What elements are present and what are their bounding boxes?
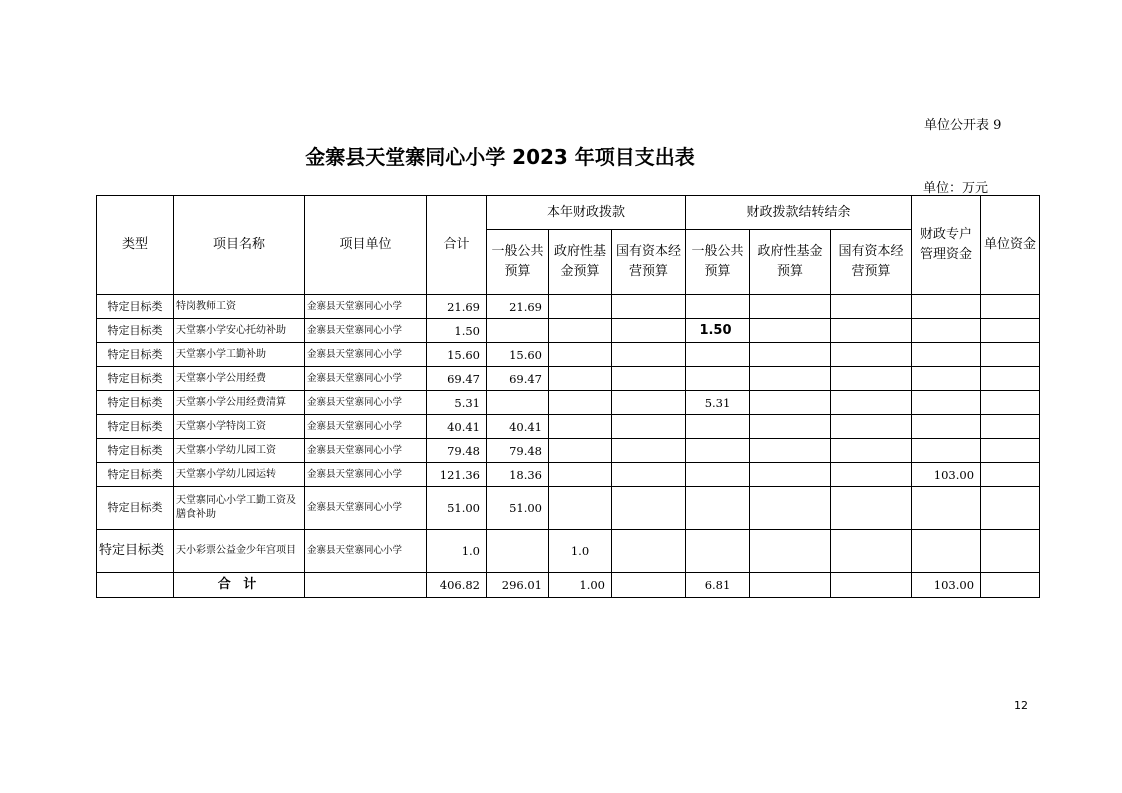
cell-special	[912, 530, 981, 573]
cell-project-org: 金寨县天堂寨同心小学	[305, 415, 427, 439]
header-group-current-year: 本年财政拨款	[487, 196, 686, 230]
total-row	[97, 573, 1040, 598]
cell-project-name: 天堂寨小学公用经费清算	[174, 391, 305, 415]
cell-car-capital	[831, 319, 912, 343]
cell-cur-capital	[612, 319, 686, 343]
cell-blank	[97, 573, 174, 598]
cell-car-general: 5.31	[686, 391, 750, 415]
cell-car-capital	[831, 295, 912, 319]
page-number: 12	[1014, 699, 1028, 712]
table-row	[97, 295, 1040, 319]
cell-car-capital	[831, 343, 912, 367]
total-car-capital	[831, 573, 912, 598]
cell-cur-general: 40.41	[487, 415, 549, 439]
cell-project-name: 天堂寨同心小学工勤工资及膳食补助	[174, 487, 305, 530]
cell-cur-capital	[612, 295, 686, 319]
cell-cur-capital	[612, 487, 686, 530]
cell-total: 21.69	[427, 295, 487, 319]
cell-cur-capital	[612, 415, 686, 439]
table-row	[97, 463, 1040, 487]
cell-cur-general: 18.36	[487, 463, 549, 487]
cell-unit-funds	[981, 391, 1040, 415]
cell-project-name: 天堂寨小学安心托幼补助	[174, 319, 305, 343]
cell-cur-fund	[549, 439, 612, 463]
cell-project-name: 天堂寨小学特岗工资	[174, 415, 305, 439]
cell-car-capital	[831, 415, 912, 439]
cell-project-org: 金寨县天堂寨同心小学	[305, 343, 427, 367]
table-row	[97, 530, 1040, 573]
cell-project-name: 天小彩票公益金少年宫项目	[174, 530, 305, 573]
cell-type: 特定目标类	[97, 295, 174, 319]
header-car-general: 一般公共预算	[686, 230, 750, 295]
cell-project-org: 金寨县天堂寨同心小学	[305, 463, 427, 487]
cell-cur-general: 51.00	[487, 487, 549, 530]
cell-car-capital	[831, 463, 912, 487]
cell-car-fund	[750, 415, 831, 439]
page-title: 金寨县天堂寨同心小学 2023 年项目支出表	[305, 145, 695, 169]
cell-project-org: 金寨县天堂寨同心小学	[305, 530, 427, 573]
cell-total: 51.00	[427, 487, 487, 530]
cell-cur-fund	[549, 391, 612, 415]
cell-special	[912, 319, 981, 343]
cell-type: 特定目标类	[97, 463, 174, 487]
cell-car-fund	[750, 487, 831, 530]
cell-type: 特定目标类	[97, 367, 174, 391]
cell-project-org: 金寨县天堂寨同心小学	[305, 367, 427, 391]
cell-unit-funds	[981, 367, 1040, 391]
cell-total: 69.47	[427, 367, 487, 391]
total-cur-capital	[612, 573, 686, 598]
cell-type: 特定目标类	[97, 487, 174, 530]
cell-unit-funds	[981, 343, 1040, 367]
table-row	[97, 391, 1040, 415]
cell-unit-funds	[981, 415, 1040, 439]
unit-label: 单位：万元	[923, 181, 989, 196]
header-car-fund: 政府性基金预算	[750, 230, 831, 295]
header-car-capital: 国有资本经营预算	[831, 230, 912, 295]
cell-car-fund	[750, 463, 831, 487]
cell-project-org: 金寨县天堂寨同心小学	[305, 295, 427, 319]
cell-project-name: 天堂寨小学公用经费	[174, 367, 305, 391]
cell-car-general	[686, 530, 750, 573]
cell-unit-funds	[981, 295, 1040, 319]
table-row	[97, 415, 1040, 439]
total-unit-funds	[981, 573, 1040, 598]
cell-cur-fund	[549, 343, 612, 367]
cell-car-general	[686, 415, 750, 439]
table-row	[97, 319, 1040, 343]
total-sum: 406.82	[427, 573, 487, 598]
cell-special	[912, 295, 981, 319]
cell-total: 79.48	[427, 439, 487, 463]
cell-car-fund	[750, 391, 831, 415]
cell-total: 5.31	[427, 391, 487, 415]
table-number-label: 单位公开表 9	[924, 118, 1002, 133]
total-car-fund	[750, 573, 831, 598]
cell-total: 121.36	[427, 463, 487, 487]
cell-blank	[305, 573, 427, 598]
cell-project-org: 金寨县天堂寨同心小学	[305, 439, 427, 463]
cell-cur-general: 21.69	[487, 295, 549, 319]
cell-unit-funds	[981, 319, 1040, 343]
cell-project-name: 天堂寨小学工勤补助	[174, 343, 305, 367]
cell-cur-general: 69.47	[487, 367, 549, 391]
cell-cur-capital	[612, 530, 686, 573]
cell-special	[912, 343, 981, 367]
cell-cur-capital	[612, 463, 686, 487]
cell-cur-general	[487, 391, 549, 415]
cell-car-general	[686, 439, 750, 463]
cell-special	[912, 415, 981, 439]
cell-cur-fund	[549, 487, 612, 530]
table-row	[97, 487, 1040, 530]
cell-car-capital	[831, 487, 912, 530]
table-row	[97, 439, 1040, 463]
cell-unit-funds	[981, 439, 1040, 463]
cell-car-general	[686, 487, 750, 530]
cell-project-org: 金寨县天堂寨同心小学	[305, 487, 427, 530]
cell-type: 特定目标类	[97, 415, 174, 439]
cell-type: 特定目标类	[97, 391, 174, 415]
cell-cur-general: 79.48	[487, 439, 549, 463]
cell-car-fund	[750, 295, 831, 319]
cell-car-general	[686, 463, 750, 487]
cell-car-capital	[831, 367, 912, 391]
cell-total: 15.60	[427, 343, 487, 367]
header-total: 合计	[427, 196, 487, 295]
project-expenditure-table	[96, 195, 1040, 598]
cell-cur-fund	[549, 463, 612, 487]
cell-project-name: 天堂寨小学幼儿园运转	[174, 463, 305, 487]
cell-special	[912, 391, 981, 415]
cell-project-org: 金寨县天堂寨同心小学	[305, 319, 427, 343]
cell-cur-general	[487, 319, 549, 343]
cell-cur-capital	[612, 343, 686, 367]
total-special: 103.00	[912, 573, 981, 598]
cell-car-capital	[831, 391, 912, 415]
cell-car-fund	[750, 343, 831, 367]
cell-project-name: 特岗教师工资	[174, 295, 305, 319]
header-cur-capital: 国有资本经营预算	[612, 230, 686, 295]
cell-special	[912, 367, 981, 391]
header-project-name: 项目名称	[174, 196, 305, 295]
cell-car-general	[686, 343, 750, 367]
cell-car-fund	[750, 439, 831, 463]
cell-project-org: 金寨县天堂寨同心小学	[305, 391, 427, 415]
cell-cur-general	[487, 530, 549, 573]
table-row	[97, 343, 1040, 367]
cell-total: 1.50	[427, 319, 487, 343]
cell-cur-capital	[612, 391, 686, 415]
header-cur-general: 一般公共预算	[487, 230, 549, 295]
cell-type: 特定目标类	[97, 343, 174, 367]
header-group-carryover: 财政拨款结转结余	[686, 196, 912, 230]
cell-unit-funds	[981, 530, 1040, 573]
cell-special	[912, 439, 981, 463]
cell-car-general	[686, 367, 750, 391]
cell-total: 40.41	[427, 415, 487, 439]
cell-cur-fund	[549, 319, 612, 343]
cell-type: 特定目标类	[97, 530, 174, 573]
cell-cur-fund	[549, 295, 612, 319]
cell-car-general	[686, 295, 750, 319]
table-row	[97, 367, 1040, 391]
cell-cur-fund: 1.0	[549, 530, 612, 573]
cell-car-general: 1.50	[686, 319, 750, 343]
header-type: 类型	[97, 196, 174, 295]
cell-unit-funds	[981, 463, 1040, 487]
cell-car-capital	[831, 530, 912, 573]
cell-unit-funds	[981, 487, 1040, 530]
header-project-org: 项目单位	[305, 196, 427, 295]
cell-total: 1.0	[427, 530, 487, 573]
header-cur-fund: 政府性基金预算	[549, 230, 612, 295]
cell-car-fund	[750, 319, 831, 343]
total-car-general: 6.81	[686, 573, 750, 598]
header-unit-funds: 单位资金	[981, 196, 1040, 295]
cell-special	[912, 487, 981, 530]
cell-cur-fund	[549, 415, 612, 439]
cell-cur-capital	[612, 367, 686, 391]
cell-cur-capital	[612, 439, 686, 463]
total-cur-fund: 1.00	[549, 573, 612, 598]
cell-type: 特定目标类	[97, 439, 174, 463]
cell-car-fund	[750, 367, 831, 391]
total-cur-general: 296.01	[487, 573, 549, 598]
cell-type: 特定目标类	[97, 319, 174, 343]
cell-cur-general: 15.60	[487, 343, 549, 367]
cell-car-capital	[831, 439, 912, 463]
cell-car-fund	[750, 530, 831, 573]
total-label: 合 计	[174, 573, 305, 598]
header-special-account: 财政专户管理资金	[912, 196, 981, 295]
cell-special: 103.00	[912, 463, 981, 487]
cell-project-name: 天堂寨小学幼儿园工资	[174, 439, 305, 463]
cell-cur-fund	[549, 367, 612, 391]
